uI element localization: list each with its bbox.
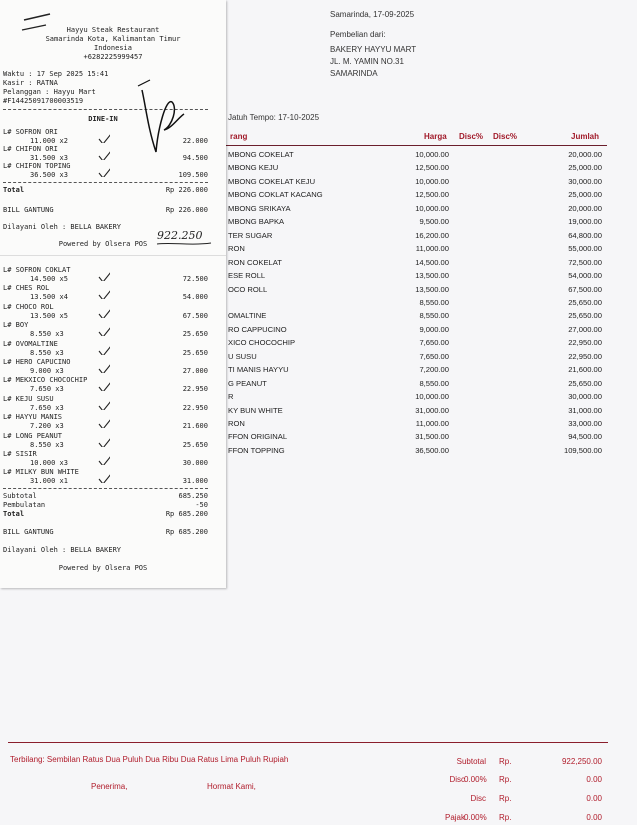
header-harga: Harga	[424, 132, 447, 141]
receipt-powered-by-2: Powered by Olsera POS	[58, 564, 148, 572]
item-name: U SUSU	[228, 351, 257, 361]
item-amount: 54,000.00	[568, 271, 602, 281]
receipt-item-qty: 7.650 x3	[30, 385, 64, 394]
receipt-store-country: Indonesia	[94, 44, 132, 52]
pos-receipt	[0, 0, 226, 588]
item-name: MBONG KEJU	[228, 163, 279, 173]
receipt-item-qty: 36.500 x3	[30, 171, 68, 179]
summary-currency: Rp.	[499, 794, 512, 803]
summary-label: Disc	[470, 794, 486, 803]
item-price: 8,550.00	[419, 311, 449, 321]
supplier-street: JL. M. YAMIN NO.31	[330, 57, 404, 66]
receipt-cashier: Kasir : RATNA	[3, 79, 58, 87]
item-name: FFON ORIGINAL	[228, 432, 288, 442]
supplier-city: SAMARINDA	[330, 69, 378, 78]
receipt-item-qty: 9.000 x3	[30, 367, 64, 375]
sender-label: Hormat Kami,	[207, 782, 256, 791]
checkmark-icon	[98, 289, 110, 299]
receipt-item-total: 25.650	[182, 330, 208, 339]
item-price: 13,500.00	[415, 284, 449, 294]
item-name: FFON TOPPING	[228, 445, 285, 455]
item-price: 14,500.00	[415, 257, 449, 267]
receipt-item-qty: 11.000 x2	[30, 137, 68, 145]
summary-currency: Rp.	[499, 775, 512, 784]
item-price: 10,000.00	[415, 203, 449, 213]
purchase-from-label: Pembelian dari:	[330, 30, 386, 39]
checkmark-icon	[98, 363, 110, 373]
item-price: 7,650.00	[419, 351, 449, 361]
item-name: OCO ROLL	[228, 284, 268, 294]
receipt-item-name: L# BOY	[3, 321, 29, 330]
item-amount: 25,000.00	[568, 163, 602, 173]
checkmark-icon	[98, 345, 110, 355]
signature-scribble-icon	[132, 78, 192, 160]
receipt-total2-value: Rp 685.200	[165, 510, 208, 518]
item-price: 7,200.00	[419, 365, 449, 375]
checkmark-icon	[98, 167, 110, 177]
item-name: MBONG COKELAT	[228, 150, 294, 159]
receipt-divider	[3, 182, 208, 183]
receipt-item-total: 30.000	[182, 459, 208, 467]
receipt-item-name: L# CHOCO ROL	[3, 302, 54, 311]
receiver-label: Penerima,	[91, 782, 128, 791]
checkmark-icon	[98, 133, 110, 143]
item-name: RO CAPPUCINO	[228, 324, 287, 334]
checkmark-icon	[98, 150, 110, 160]
checkmark-icon	[98, 308, 110, 318]
receipt-item-total: 22.000	[182, 137, 208, 145]
item-amount: 30,000.00	[568, 176, 602, 186]
item-name: TER SUGAR	[228, 230, 273, 240]
item-price: 8,550.00	[419, 297, 449, 307]
receipt-item-qty: 8.550 x3	[30, 348, 64, 357]
item-name: KY BUN WHITE	[228, 405, 283, 415]
item-amount: 27,000.00	[568, 324, 602, 334]
summary-label: Pajak	[444, 813, 465, 822]
item-price: 12,500.00	[415, 190, 449, 200]
item-name: TI MANIS HAYYU	[228, 365, 289, 375]
item-price: 11,000.00	[415, 419, 449, 428]
receipt-store-name: Hayyu Steak Restaurant	[66, 26, 160, 34]
item-name: ESE ROLL	[228, 271, 266, 281]
receipt-item-total: 109.500	[178, 171, 208, 179]
receipt-item-qty: 7.200 x3	[30, 422, 64, 431]
item-amount: 72,500.00	[568, 257, 602, 267]
due-date: Jatuh Tempo: 17-10-2025	[228, 113, 320, 122]
item-amount: 55,000.00	[568, 244, 602, 254]
item-name: OMALTINE	[228, 311, 267, 321]
receipt-item-total: 22.950	[182, 403, 208, 412]
summary-value: 0.00	[586, 794, 602, 803]
receipt-item-qty: 14.500 x5	[30, 275, 68, 283]
item-name: RON	[228, 419, 245, 428]
item-price: 13,500.00	[415, 271, 449, 281]
receipt-served-by-2: Dilayani Oleh : BELLA BAKERY	[3, 546, 122, 554]
receipt-item-qty: 31.000 x1	[30, 477, 68, 486]
checkmark-icon	[98, 418, 110, 428]
header-barang: rang	[230, 132, 248, 141]
receipt-item-total: 22.950	[182, 385, 208, 394]
item-name: RON COKELAT	[228, 257, 282, 267]
receipt-item-total: 94.500	[182, 154, 208, 162]
receipt-item-name: L# OVOMALTINE	[3, 339, 58, 348]
item-amount: 94,500.00	[568, 432, 602, 442]
receipt-tear-edge	[0, 255, 226, 256]
receipt-total-value: Rp 226.000	[165, 186, 208, 194]
item-price: 9,000.00	[419, 324, 449, 334]
receipt-item-name: L# HERO CAPUCINO	[3, 358, 71, 366]
receipt-divider	[3, 488, 208, 489]
receipt-bill2-value: Rp 685.200	[165, 528, 208, 536]
receipt-item-qty: 10.000 x3	[30, 459, 68, 467]
receipt-item-name: L# CHIFON ORI	[3, 145, 58, 153]
summary-percent: 0.00%	[464, 813, 487, 822]
item-amount: 31,000.00	[568, 405, 602, 415]
handwritten-grand-total: 922.250	[157, 229, 203, 242]
summary-label: Disc	[449, 775, 465, 784]
item-name: RON	[228, 244, 245, 254]
item-price: 11,000.00	[415, 244, 449, 254]
receipt-item-total: 25.650	[182, 440, 208, 449]
receipt-time: Waktu : 17 Sep 2025 15:41	[3, 70, 109, 78]
header-disc-1: Disc%	[459, 132, 484, 141]
receipt-number: #F14425091700003519	[3, 97, 84, 105]
checkmark-icon	[98, 326, 110, 336]
item-amount: 22,950.00	[568, 338, 602, 348]
receipt-item-qty: 7.650 x3	[30, 403, 64, 412]
receipt-rounding-value: -50	[195, 501, 208, 509]
item-price: 10,000.00	[415, 176, 449, 186]
summary-value: 922,250.00	[561, 757, 602, 766]
footer-divider	[8, 742, 608, 743]
item-amount: 109,500.00	[563, 445, 602, 455]
receipt-total2-label: Total	[3, 510, 25, 518]
receipt-item-total: 21.600	[182, 422, 208, 431]
supplier-address	[330, 44, 416, 80]
receipt-item-total: 31.000	[182, 477, 208, 486]
receipt-bill-label: BILL GANTUNG	[3, 206, 54, 214]
checkmark-icon	[98, 271, 110, 281]
item-name: MBONG BAPKA	[228, 217, 285, 227]
item-amount: 25,000.00	[568, 190, 602, 200]
receipt-item-name: L# MILKY BUN WHITE	[3, 468, 79, 477]
receipt-item-name: L# SOFRON ORI	[3, 128, 58, 136]
receipt-powered-by: Powered by Olsera POS	[58, 240, 148, 248]
receipt-item-total: 72.500	[182, 275, 208, 283]
item-amount: 30,000.00	[568, 392, 602, 402]
item-price: 10,000.00	[415, 150, 449, 159]
item-amount: 67,500.00	[568, 284, 602, 294]
item-price: 9,500.00	[419, 217, 449, 227]
item-amount: 25,650.00	[568, 378, 602, 388]
receipt-item-qty: 8.550 x3	[30, 330, 64, 339]
item-price: 8,550.00	[419, 378, 449, 388]
receipt-subtotal-label: Subtotal	[3, 492, 37, 500]
item-amount: 19,000.00	[568, 217, 602, 227]
item-price: 36,500.00	[415, 445, 449, 455]
receipt-customer: Pelanggan : Hayyu Mart	[3, 88, 96, 96]
receipt-item-name: L# CHIFON TOPING	[3, 162, 71, 170]
item-amount: 25,650.00	[568, 297, 602, 307]
item-price: 7,650.00	[419, 338, 449, 348]
receipt-item-total: 67.500	[182, 311, 208, 320]
receipt-item-name: L# HAYYU MANIS	[3, 413, 63, 422]
receipt-item-qty: 13.500 x4	[30, 293, 68, 302]
checkmark-icon	[98, 473, 110, 483]
item-price: 31,000.00	[415, 405, 449, 415]
receipt-bill2-label: BILL GANTUNG	[3, 528, 54, 536]
item-price: 12,500.00	[415, 163, 449, 173]
receipt-item-name: L# SISIR	[3, 450, 37, 458]
receipt-bill-value: Rp 226.000	[165, 206, 208, 214]
receipt-item-total: 27.000	[182, 367, 208, 375]
receipt-dine-in: DINE-IN	[88, 115, 118, 123]
receipt-store-phone: +6282225999457	[83, 53, 143, 61]
receipt-item-name: L# MEKXICO CHOCOCHIP	[3, 376, 88, 385]
invoice-date: Samarinda, 17-09-2025	[330, 10, 415, 19]
receipt-item-total: 54.000	[182, 293, 208, 302]
item-name: G PEANUT	[228, 378, 267, 388]
summary-label: Subtotal	[456, 757, 486, 766]
item-amount: 20,000.00	[568, 150, 602, 159]
receipt-item-name: L# KEJU SUSU	[3, 394, 54, 403]
item-name: XICO CHOCOCHIP	[228, 338, 296, 348]
item-amount: 64,800.00	[568, 230, 602, 240]
item-name: R	[228, 392, 234, 402]
receipt-total-label: Total	[3, 186, 25, 194]
summary-value: 0.00	[586, 813, 602, 822]
receipt-item-name: L# SOFRON COKLAT	[3, 266, 71, 274]
receipt-subtotal-value: 685.250	[178, 492, 208, 500]
item-amount: 25,650.00	[568, 311, 602, 321]
receipt-item-qty: 8.550 x3	[30, 440, 64, 449]
item-name: MBONG SRIKAYA	[228, 203, 291, 213]
receipt-item-total: 25.650	[182, 348, 208, 357]
item-price: 31,500.00	[415, 432, 449, 442]
checkmark-icon	[98, 455, 110, 465]
receipt-item-name: L# CHES ROL	[3, 284, 50, 293]
header-jumlah: Jumlah	[571, 132, 600, 141]
summary-percent: 0.00%	[464, 775, 487, 784]
summary-value: 0.00	[586, 775, 602, 784]
receipt-store-city: Samarinda Kota, Kalimantan Timur	[45, 35, 181, 43]
receipt-item-qty: 31.500 x3	[30, 154, 68, 162]
item-price: 16,200.00	[415, 230, 449, 240]
header-disc-2: Disc%	[493, 132, 518, 141]
summary-currency: Rp.	[499, 757, 512, 766]
receipt-rounding-label: Pembulatan	[3, 501, 46, 509]
item-amount: 20,000.00	[568, 203, 602, 213]
summary-currency: Rp.	[499, 813, 512, 822]
checkmark-icon	[98, 437, 110, 447]
item-amount: 21,600.00	[568, 365, 602, 375]
checkmark-icon	[98, 400, 110, 410]
item-name: MBONG COKLAT KACANG	[228, 190, 323, 200]
item-price: 10,000.00	[415, 392, 449, 402]
checkmark-icon	[98, 381, 110, 391]
supplier-name: BAKERY HAYYU MART	[330, 45, 417, 54]
receipt-item-qty: 13.500 x5	[30, 311, 68, 320]
receipt-item-name: L# LONG PEANUT	[3, 431, 63, 440]
receipt-served-by: Dilayani Oleh : BELLA BAKERY	[3, 223, 122, 231]
item-amount: 22,950.00	[568, 351, 602, 361]
item-amount: 33,000.00	[568, 419, 602, 428]
item-name: MBONG COKELAT KEJU	[228, 176, 316, 186]
amount-in-words: Terbilang: Sembilan Ratus Dua Puluh Dua Ribu Dua Ratus Lima Puluh Rupiah	[10, 755, 289, 764]
